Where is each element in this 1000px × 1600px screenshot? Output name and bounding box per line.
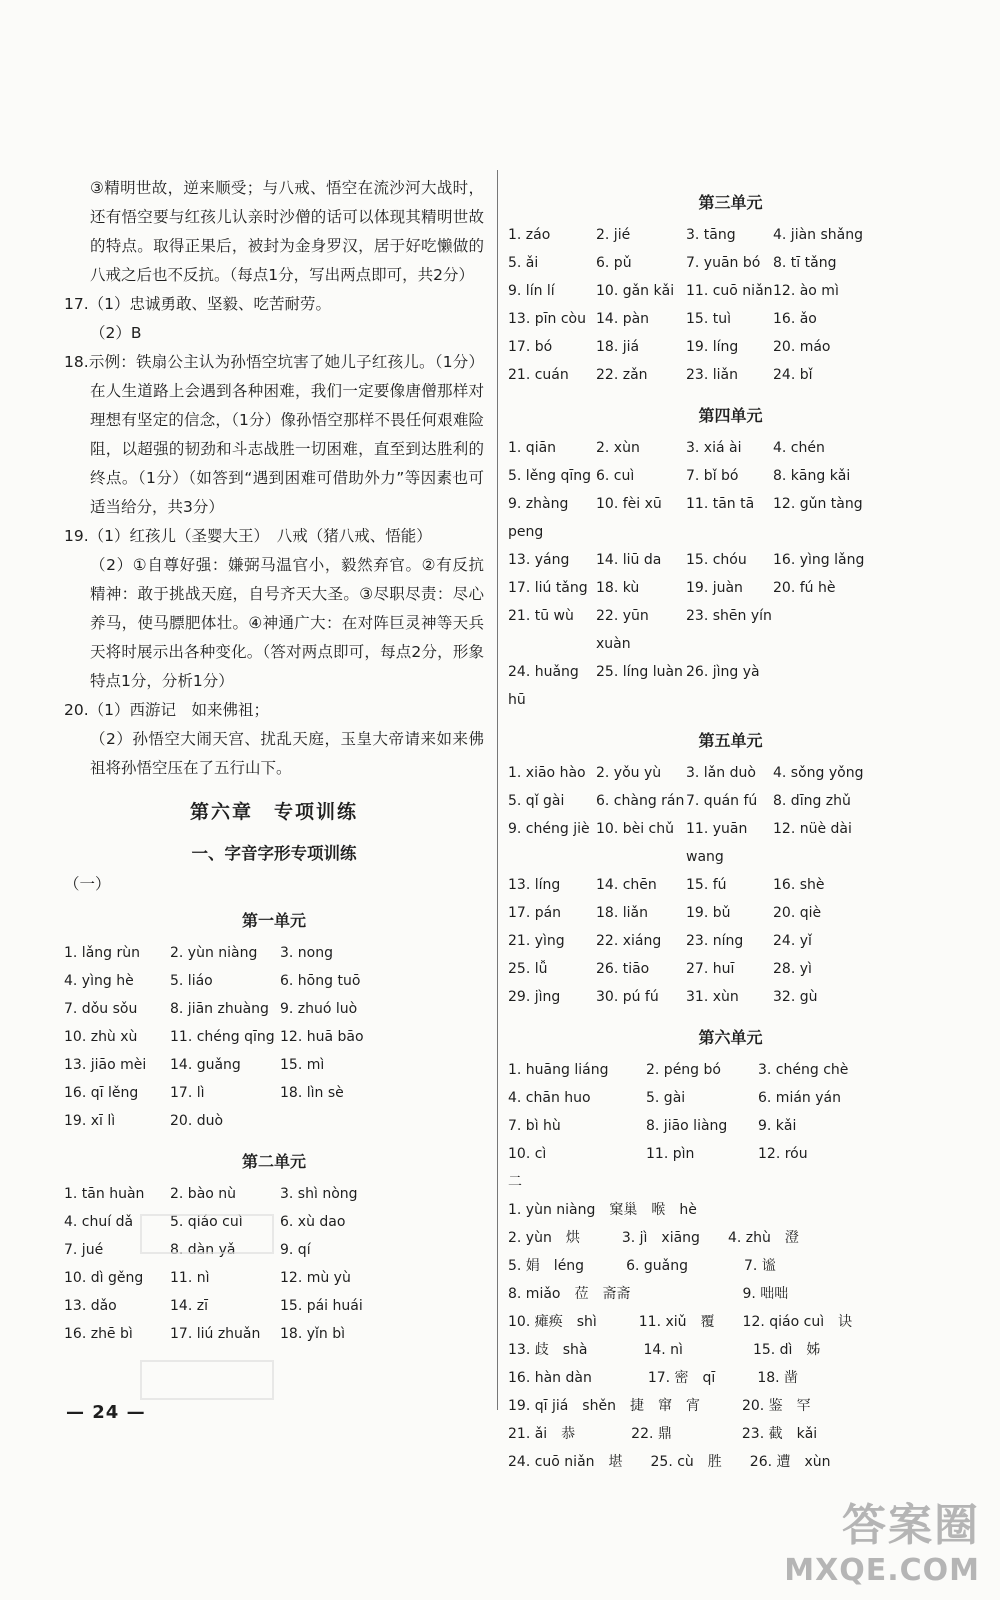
unit4-item: 7. bǐ bó — [686, 468, 739, 484]
unit2-grid — [64, 1180, 484, 1348]
unit1-item: 5. liáo — [170, 973, 213, 989]
unit1-item: 19. xī lì — [64, 1113, 116, 1129]
unit5-item: 11. yuān wang — [686, 821, 748, 865]
unit2-title: 第二单元 — [241, 1152, 306, 1171]
unit5-item: 8. dīng zhǔ — [773, 793, 851, 809]
unit2-item: 7. jué — [64, 1242, 104, 1258]
unit5-item: 32. gù — [773, 989, 818, 1005]
unit4-item: 5. lěng qīng — [508, 468, 592, 484]
unit3-item: 20. máo — [773, 339, 831, 355]
unit5-item: 17. pán — [508, 905, 562, 921]
unit3-item: 9. lín lí — [508, 283, 555, 299]
unit1-item: 16. qī lěng — [64, 1085, 139, 1101]
unit6-item: 3. chéng chè — [758, 1062, 849, 1078]
answer-19-2: （2）①自尊好强：嫌弼马温官小，毅然弃官。②有反抗精神：敢于挑战天庭，自号齐天大圣。③尽职尽责：尽心养马，使马膘肥体壮。④神通广大：在对阵巨灵神等天兵天将时展示出各种变化。（答对两点即可，每点2分，形象特点1分，分析1分） — [90, 556, 484, 690]
part2-line: 5. 娟 léng 6. guǎng 7. 谧 — [508, 1258, 776, 1274]
unit5-item: 15. fú — [686, 877, 727, 893]
unit1-item: 1. lǎng rùn — [64, 945, 140, 961]
unit5-item: 3. lǎn duò — [686, 765, 756, 781]
unit4-item: 4. chén — [773, 440, 825, 456]
unit2-item: 2. bào nù — [170, 1186, 237, 1202]
unit6-item: 12. róu — [758, 1146, 808, 1162]
unit4-item: 9. zhàng peng — [508, 496, 569, 540]
unit1-grid — [64, 939, 484, 1135]
unit5-item: 26. tiāo — [596, 961, 650, 977]
faint-stamp-mark — [140, 1214, 274, 1254]
column-divider — [497, 170, 498, 1410]
unit5-item: 5. qǐ gài — [508, 793, 565, 809]
unit3-item: 2. jié — [596, 227, 631, 243]
unit4-item: 8. kāng kǎi — [773, 468, 851, 484]
unit3-item: 6. pǔ — [596, 255, 632, 271]
unit4-item: 12. gǔn tàng — [773, 496, 863, 512]
unit3-item: 16. ǎo — [773, 311, 817, 327]
unit1-item: 9. zhuó luò — [280, 1001, 358, 1017]
unit2-item: 6. xù dao — [280, 1214, 346, 1230]
answer-19-1: 19.（1）红孩儿（圣婴大王） 八戒（猪八戒、悟能） — [64, 527, 432, 545]
unit3-item: 1. záo — [508, 227, 551, 243]
unit5-item: 28. yì — [773, 961, 812, 977]
unit2-item: 9. qí — [280, 1242, 311, 1258]
unit4-grid — [508, 434, 953, 714]
unit5-item: 31. xùn — [686, 989, 739, 1005]
unit2-item: 17. liú zhuǎn — [170, 1326, 261, 1342]
unit5-item: 6. chàng rán — [596, 793, 685, 809]
unit4-item: 18. kù — [596, 580, 640, 596]
unit4-item: 24. huǎng hū — [508, 664, 579, 708]
part2-line: 16. hàn dàn 17. 密 qī 18. 凿 — [508, 1370, 799, 1386]
part2-line: 10. 瘫痪 shì 11. xiǔ 覆 12. qiáo cuì 诀 — [508, 1314, 853, 1330]
left-column — [64, 174, 484, 1348]
unit1-item: 10. zhù xù — [64, 1029, 138, 1045]
unit2-item: 11. nì — [170, 1270, 210, 1286]
part2-line: 19. qī jiá shěn 捷 窜 宵 20. 鉴 罕 — [508, 1398, 811, 1414]
unit5-item: 1. xiāo hào — [508, 765, 586, 781]
unit3-item: 5. ǎi — [508, 255, 539, 271]
unit6-item: 2. péng bó — [646, 1062, 721, 1078]
unit4-item: 21. tū wù — [508, 608, 574, 624]
unit1-item: 4. yìng hè — [64, 973, 134, 989]
right-column — [508, 190, 953, 1476]
unit5-item: 2. yǒu yù — [596, 765, 662, 781]
unit1-title: 第一单元 — [241, 911, 306, 930]
unit1-item: 15. mì — [280, 1057, 325, 1073]
unit3-item: 3. tāng — [686, 227, 736, 243]
unit6-item: 11. pìn — [646, 1146, 695, 1162]
unit5-item: 30. pú fú — [596, 989, 659, 1005]
unit3-item: 12. ào mì — [773, 283, 839, 299]
unit5-item: 7. quán fú — [686, 793, 758, 809]
unit5-item: 10. bèi chǔ — [596, 821, 674, 837]
unit4-item: 13. yáng — [508, 552, 570, 568]
unit2-item: 13. dǎo — [64, 1298, 117, 1314]
unit2-item: 3. shì nòng — [280, 1186, 358, 1202]
unit3-item: 24. bǐ — [773, 367, 813, 383]
unit2-item: 4. chuí dǎ — [64, 1214, 134, 1230]
unit5-item: 20. qiè — [773, 905, 822, 921]
unit3-item: 15. tuì — [686, 311, 731, 327]
unit1-item: 12. huā bāo — [280, 1029, 364, 1045]
unit2-item: 5. qiáo cuì — [170, 1214, 243, 1230]
unit3-item: 21. cuán — [508, 367, 569, 383]
unit4-item: 3. xiá ài — [686, 440, 742, 456]
unit4-item: 1. qiān — [508, 440, 557, 456]
unit1-item: 7. dǒu sǒu — [64, 1001, 138, 1017]
unit3-item: 14. pàn — [596, 311, 650, 327]
unit1-item: 2. yùn niàng — [170, 945, 258, 961]
unit5-item: 21. yìng — [508, 933, 565, 949]
unit2-item: 16. zhē bì — [64, 1326, 133, 1342]
unit3-item: 10. gǎn kǎi — [596, 283, 675, 299]
unit5-item: 27. huī — [686, 961, 735, 977]
unit4-item: 25. líng luàn — [596, 664, 683, 680]
unit5-item: 4. sǒng yǒng — [773, 765, 864, 781]
unit5-item: 23. níng — [686, 933, 744, 949]
watermark-url: MXQE.COM — [784, 1553, 980, 1588]
part2-line: 21. ǎi 恭 22. 鼎 23. 截 kǎi — [508, 1426, 818, 1442]
unit2-item: 1. tān huàn — [64, 1186, 145, 1202]
unit4-title: 第四单元 — [698, 406, 763, 425]
unit4-item: 10. fèi xū — [596, 496, 662, 512]
section-title: 一、字音字形专项训练 — [191, 844, 357, 863]
unit4-item: 22. yūn xuàn — [596, 608, 649, 652]
unit2-item: 12. mù yù — [280, 1270, 351, 1286]
unit1-item: 3. nong — [280, 945, 334, 961]
unit6-item: 10. cì — [508, 1146, 547, 1162]
unit6-item: 4. chān huo — [508, 1090, 591, 1106]
unit5-item: 19. bǔ — [686, 905, 731, 921]
unit6-item: 5. gài — [646, 1090, 686, 1106]
unit5-grid — [508, 759, 953, 1011]
watermark — [784, 1489, 980, 1588]
answer-17-2: （2）B — [90, 324, 142, 342]
unit4-item: 14. liū da — [596, 552, 662, 568]
answer-20-2: （2）孙悟空大闹天宫、扰乱天庭，玉皇大帝请来如来佛祖将孙悟空压在了五行山下。 — [90, 730, 484, 777]
unit6-item: 8. jiāo liàng — [646, 1118, 728, 1134]
unit4-item: 11. tān tā — [686, 496, 755, 512]
part2-line: 24. cuō niǎn 堪 25. cù 胜 26. 遭 xùn — [508, 1454, 831, 1470]
unit6-title: 第六单元 — [698, 1028, 763, 1047]
unit1-item: 20. duò — [170, 1113, 224, 1129]
unit4-item — [773, 602, 903, 658]
unit1-item: 14. guǎng — [170, 1057, 241, 1073]
unit5-item: 16. shè — [773, 877, 825, 893]
unit2-item: 18. yǐn bì — [280, 1326, 345, 1342]
faint-stamp-mark — [140, 1360, 274, 1400]
unit4-item: 19. juàn — [686, 580, 743, 596]
unit3-item: 8. tī tǎng — [773, 255, 837, 271]
unit3-title: 第三单元 — [698, 193, 763, 212]
part2-line: 1. yùn niàng 窠巢 喉 hè — [508, 1202, 697, 1218]
unit1-item: 6. hōng tuō — [280, 973, 361, 989]
unit3-item: 23. liǎn — [686, 367, 738, 383]
unit2-item: 14. zī — [170, 1298, 208, 1314]
unit2-item: 8. dàn yǎ — [170, 1242, 236, 1258]
unit3-item: 4. jiàn shǎng — [773, 227, 863, 243]
unit1-item: 11. chéng qīng — [170, 1029, 275, 1045]
paragraph-16-3: ③精明世故，逆来顺受；与八戒、悟空在流沙河大战时，还有悟空要与红孩儿认亲时沙僧的话可以体现其精明世故的特点。取得正果后，被封为金身罗汉，居于好吃懒做的八戒之后也不反抗。（每点1分，写出两点即可，共2分） — [90, 179, 484, 284]
unit6-item: 6. mián yán — [758, 1090, 841, 1106]
unit4-item: 20. fú hè — [773, 580, 836, 596]
unit5-item: 22. xiáng — [596, 933, 662, 949]
unit6-item: 1. huāng liáng — [508, 1062, 609, 1078]
unit5-title: 第五单元 — [698, 731, 763, 750]
part2-label: 二 — [508, 1174, 522, 1190]
unit2-item: 15. pái huái — [280, 1298, 363, 1314]
unit6-grid — [508, 1056, 953, 1168]
unit5-item: 13. líng — [508, 877, 561, 893]
part2-line: 2. yùn 烘 3. jì xiāng 4. zhù 澄 — [508, 1230, 799, 1246]
unit5-item: 12. nüè dài — [773, 821, 852, 837]
unit5-item: 29. jìng — [508, 989, 561, 1005]
unit1-item: 13. jiāo mèi — [64, 1057, 147, 1073]
unit6-item: 7. bì hù — [508, 1118, 561, 1134]
unit4-item: 26. jìng yà — [686, 664, 760, 680]
unit5-item: 18. liǎn — [596, 905, 648, 921]
unit5-item: 25. lǚ — [508, 961, 548, 977]
unit3-grid — [508, 221, 953, 389]
unit3-item: 11. cuō niǎn — [686, 283, 773, 299]
chapter-title: 第六章 专项训练 — [189, 801, 358, 823]
unit4-item: 6. cuì — [596, 468, 635, 484]
unit3-item: 7. yuān bó — [686, 255, 761, 271]
unit1-item: 8. jiān zhuàng — [170, 1001, 269, 1017]
unit3-item: 13. pīn còu — [508, 311, 586, 327]
answer-17-1: 17.（1）忠诚勇敢、坚毅、吃苦耐劳。 — [64, 295, 332, 313]
unit5-item: 24. yǐ — [773, 933, 812, 949]
unit3-item: 18. jiá — [596, 339, 640, 355]
subsection-label: （一） — [64, 875, 111, 893]
answer-18: 18.示例：铁扇公主认为孙悟空坑害了她儿子红孩儿。（1分）在人生道路上会遇到各种困难，我们一定要像唐僧那样对理想有坚定的信念，（1分）像孙悟空那样不畏任何艰难险阻，以超强的韧劲和斗志战胜一切困难，直至到达胜利的终点。（1分）（如答到“遇到困难可借助外力”等因素也可适当给分，共3分） — [64, 353, 484, 516]
unit1-item: 17. lì — [170, 1085, 205, 1101]
unit5-item: 14. chēn — [596, 877, 657, 893]
unit4-item: 23. shēn yín — [686, 608, 772, 624]
part2-line: 8. miǎo 莅 斋斋 9. 咄咄 — [508, 1286, 789, 1302]
watermark-logo-text: 答案圈 — [842, 1500, 980, 1551]
unit4-item: 15. chóu — [686, 552, 747, 568]
unit6-item: 9. kǎi — [758, 1118, 797, 1134]
answer-20-1: 20.（1）西游记 如来佛祖； — [64, 701, 270, 719]
unit3-item: 22. zǎn — [596, 367, 648, 383]
unit3-item: 17. bó — [508, 339, 553, 355]
unit1-item: 18. lìn sè — [280, 1085, 344, 1101]
unit4-item — [773, 658, 903, 714]
unit4-item: 2. xùn — [596, 440, 640, 456]
page-number: — 24 — — [66, 1402, 146, 1423]
part2-line: 13. 歧 shà 14. nì 15. dì 姊 — [508, 1342, 821, 1358]
unit4-item: 17. liú tǎng — [508, 580, 588, 596]
unit4-item: 16. yìng lǎng — [773, 552, 865, 568]
unit3-item: 19. líng — [686, 339, 739, 355]
unit5-item: 9. chéng jiè — [508, 821, 590, 837]
unit2-item: 10. dì gěng — [64, 1270, 144, 1286]
